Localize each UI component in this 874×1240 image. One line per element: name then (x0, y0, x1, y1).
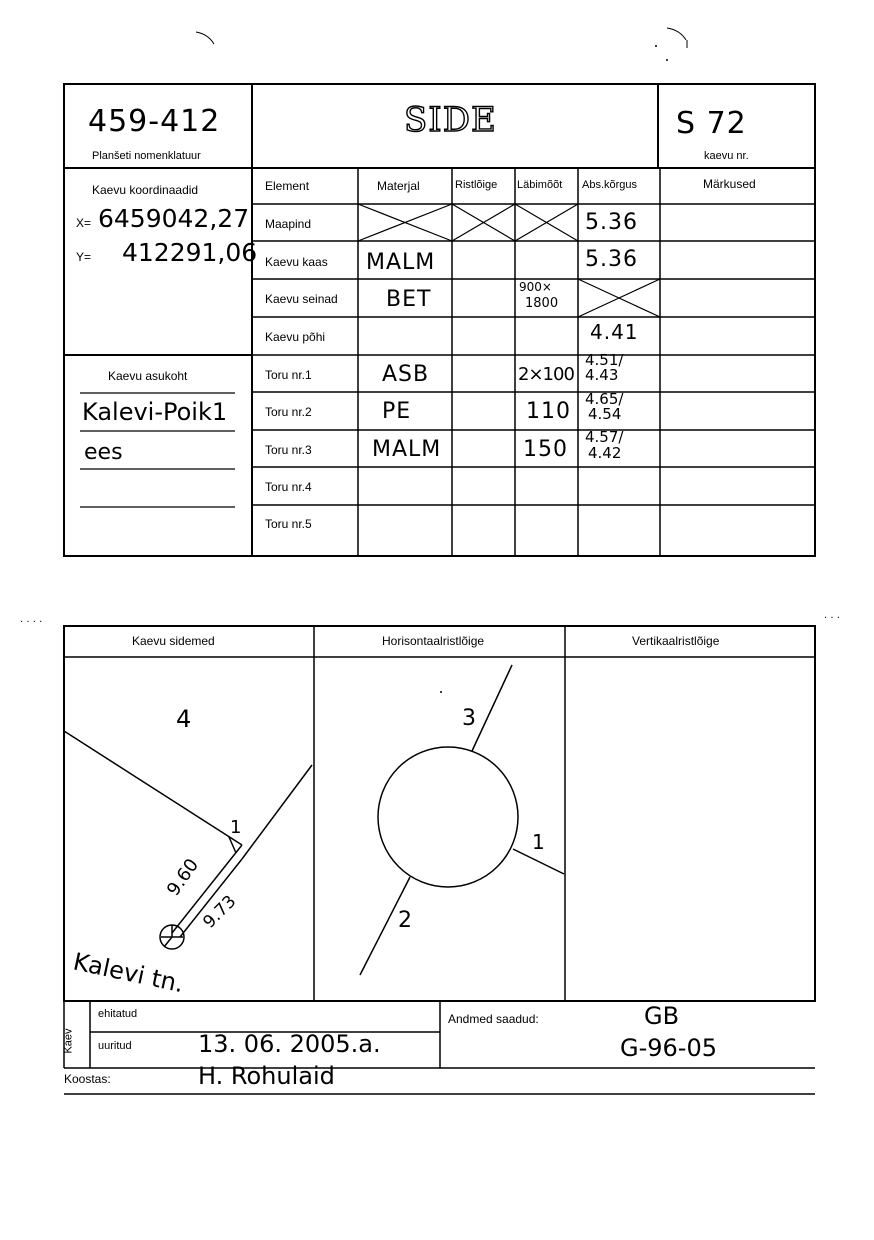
section-pipe-1-label: 1 (532, 830, 545, 854)
card-title: SIDE (404, 100, 497, 140)
pipe-1-material: ASB (382, 362, 430, 387)
sketch-distance-2: 9.73 (199, 891, 241, 933)
plan-number-label: Planšeti nomenklatuur (92, 150, 201, 162)
column-header-material: Materjal (377, 179, 420, 193)
location-line-2: ees (84, 440, 123, 465)
author-label: Koostas: (64, 1072, 111, 1086)
sketch-distance-1: 9.60 (162, 854, 204, 900)
column-header-element: Element (265, 179, 310, 193)
y-coordinate-label: Y= (76, 250, 92, 264)
column-header-cross-section: Ristlõige (455, 179, 498, 191)
section-pipe-2-label: 2 (398, 908, 412, 933)
svg-text:. . . .: . . . . (20, 614, 43, 625)
pipe-2-material: PE (382, 399, 412, 424)
row-element-bottom: Kaevu põhi (265, 330, 326, 344)
y-coordinate-value: 412291,06 (122, 238, 258, 267)
row-element-ground: Maapind (265, 217, 312, 231)
pipe-1-diameter: 2×100 (518, 364, 574, 385)
cover-abs-height: 5.36 (585, 247, 638, 272)
sketch-pipe-1-label: 1 (230, 817, 242, 838)
well-vertical-label: Kaev (62, 1028, 75, 1054)
surveyed-label: uuritud (98, 1040, 132, 1052)
svg-text:. . .: . . . (824, 610, 840, 621)
row-element-pipe-3: Toru nr.3 (265, 443, 312, 457)
pipe-3-diameter: 150 (523, 437, 568, 462)
row-element-pipe-1: Toru nr.1 (265, 368, 312, 382)
walls-diameter-line-1: 900× (519, 280, 552, 294)
pipe-1-abs-line-2: 4.43 (585, 366, 619, 384)
pipe-2-diameter: 110 (526, 399, 571, 424)
sketch-street-label: Kalevi tn. (70, 947, 187, 999)
cover-material: MALM (366, 250, 436, 275)
horizontal-section-label: Horisontaalristlõige (382, 634, 485, 648)
ground-abs-height: 5.36 (585, 210, 638, 235)
walls-material: BET (386, 287, 432, 312)
x-coordinate-label: X= (76, 216, 92, 230)
pipe-2-abs-line-1: 4.65/ (585, 390, 624, 408)
row-element-cover: Kaevu kaas (265, 255, 328, 269)
data-obtained-label: Andmed saadud: (448, 1012, 539, 1026)
pipe-3-abs-line-1: 4.57/ (585, 428, 624, 446)
location-label: Kaevu asukoht (108, 369, 188, 383)
pipe-3-material: MALM (372, 437, 442, 462)
pipe-2-abs-line-2: 4.54 (588, 405, 622, 423)
compiled-label: ehitatud (98, 1008, 138, 1020)
section-pipe-3-label: 3 (462, 706, 476, 731)
author-name: H. Rohulaid (198, 1062, 335, 1090)
location-line-1: Kalevi-Poik1 (82, 398, 228, 426)
well-connections-label: Kaevu sidemed (132, 634, 215, 648)
bottom-abs-height: 4.41 (590, 320, 639, 344)
pipe-3-abs-line-2: 4.42 (588, 444, 622, 462)
row-element-walls: Kaevu seinad (265, 292, 338, 306)
well-connection-sketch (64, 657, 314, 1001)
vertical-section-label: Vertikaalristlõige (632, 634, 720, 648)
row-element-pipe-4: Toru nr.4 (265, 480, 312, 494)
data-obtained-value-1: GB (644, 1002, 680, 1030)
well-number: S 72 (676, 106, 747, 141)
sketch-pipe-4-label: 4 (176, 705, 192, 733)
well-number-label: kaevu nr. (704, 150, 749, 162)
column-header-abs-height: Abs.kõrgus (582, 179, 638, 191)
column-header-diameter: Läbimõõt (517, 179, 563, 191)
row-element-pipe-2: Toru nr.2 (265, 405, 312, 419)
x-coordinate-value: 6459042,27 (98, 204, 250, 233)
coordinates-label: Kaevu koordinaadid (92, 183, 199, 197)
plan-number: 459-412 (88, 104, 221, 139)
data-obtained-value-2: G-96-05 (620, 1034, 717, 1062)
horizontal-section-drawing (314, 657, 565, 1001)
row-element-pipe-5: Toru nr.5 (265, 517, 312, 531)
pipe-1-abs-line-1: 4.51/ (585, 351, 624, 369)
top-card-grid (0, 0, 874, 600)
walls-diameter-line-2: 1800 (525, 296, 559, 311)
surveyed-date: 13. 06. 2005.a. (198, 1030, 381, 1058)
column-header-notes: Märkused (703, 177, 756, 191)
